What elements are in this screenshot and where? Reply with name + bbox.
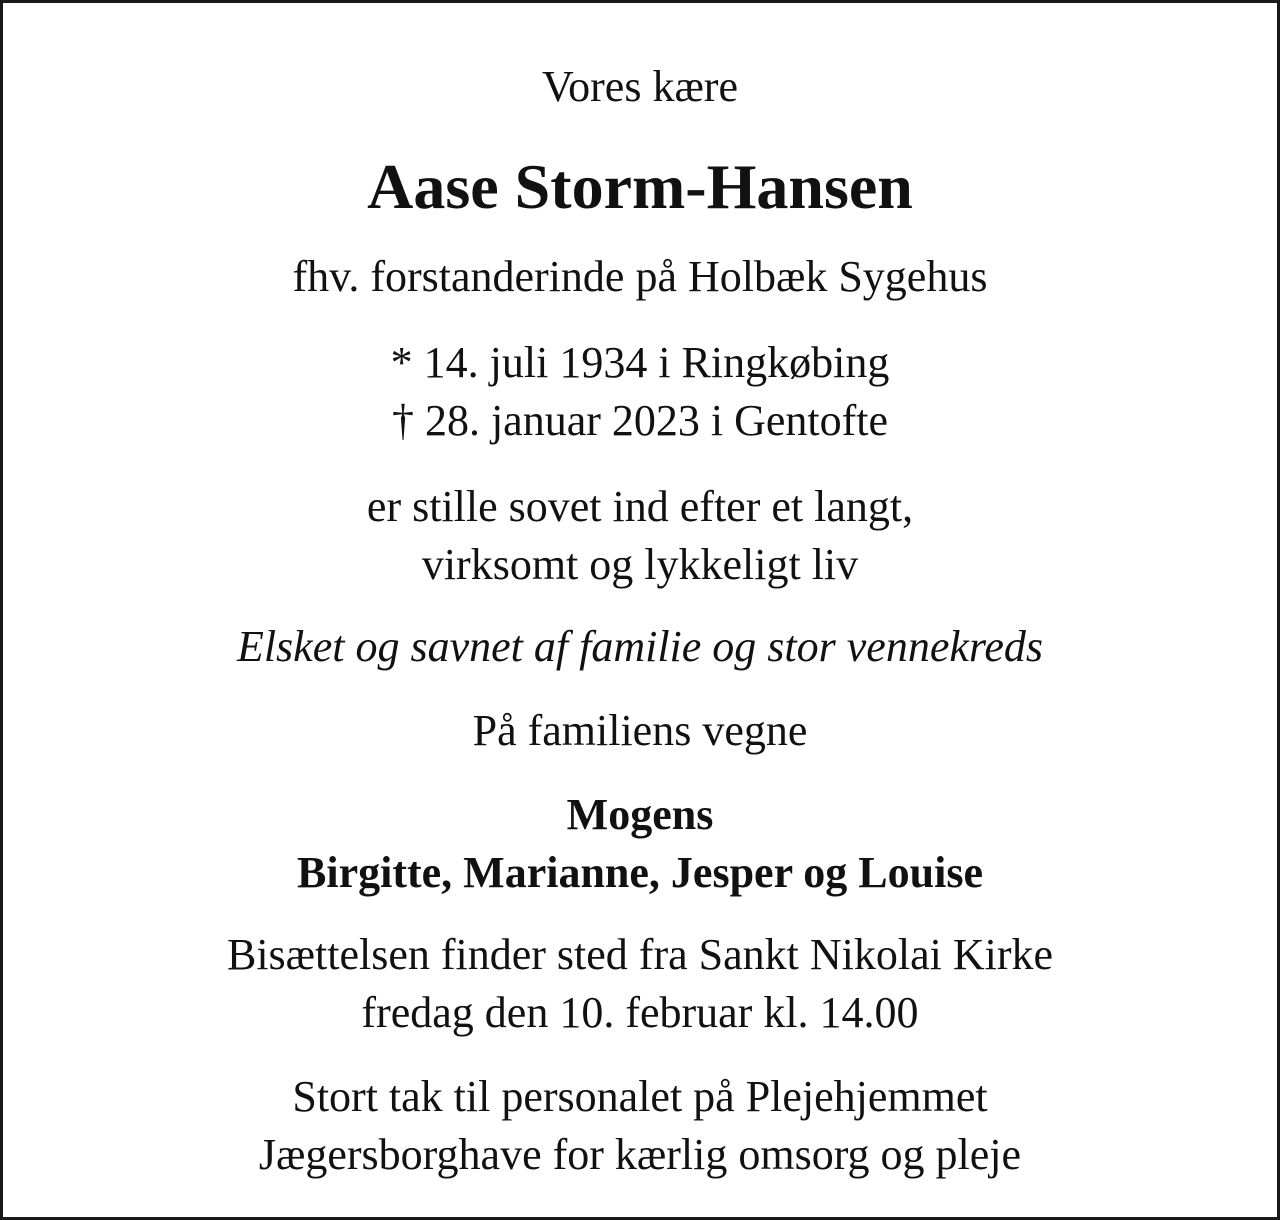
signatory-line-2: Birgitte, Marianne, Jesper og Louise: [297, 848, 983, 897]
thanks-line-1: Stort tak til personalet på Plejehjemmet: [292, 1072, 988, 1121]
on-behalf-text: På familiens vegne: [472, 706, 808, 755]
intro-text: Vores kære: [542, 62, 738, 111]
birth-line: * 14. juli 1934 i Ringkøbing: [390, 338, 890, 387]
deceased-title: fhv. forstanderinde på Holbæk Sygehus: [292, 252, 988, 301]
funeral-line-2: fredag den 10. februar kl. 14.00: [361, 988, 919, 1037]
death-text-line-2: virksomt og lykkeligt liv: [421, 540, 859, 589]
funeral-line-1: Bisættelsen finder sted fra Sankt Nikolai Kirke: [226, 930, 1054, 979]
loved-by-text: Elsket og savnet af familie og stor vennekreds: [236, 622, 1044, 671]
death-text-line-1: er stille sovet ind efter et langt,: [366, 482, 914, 531]
signatory-line-1: Mogens: [566, 790, 714, 839]
deceased-name: Aase Storm-Hansen: [367, 151, 913, 222]
thanks-line-2: Jægersborghave for kærlig omsorg og pleje: [258, 1130, 1022, 1179]
death-line: † 28. januar 2023 i Gentofte: [391, 396, 889, 445]
